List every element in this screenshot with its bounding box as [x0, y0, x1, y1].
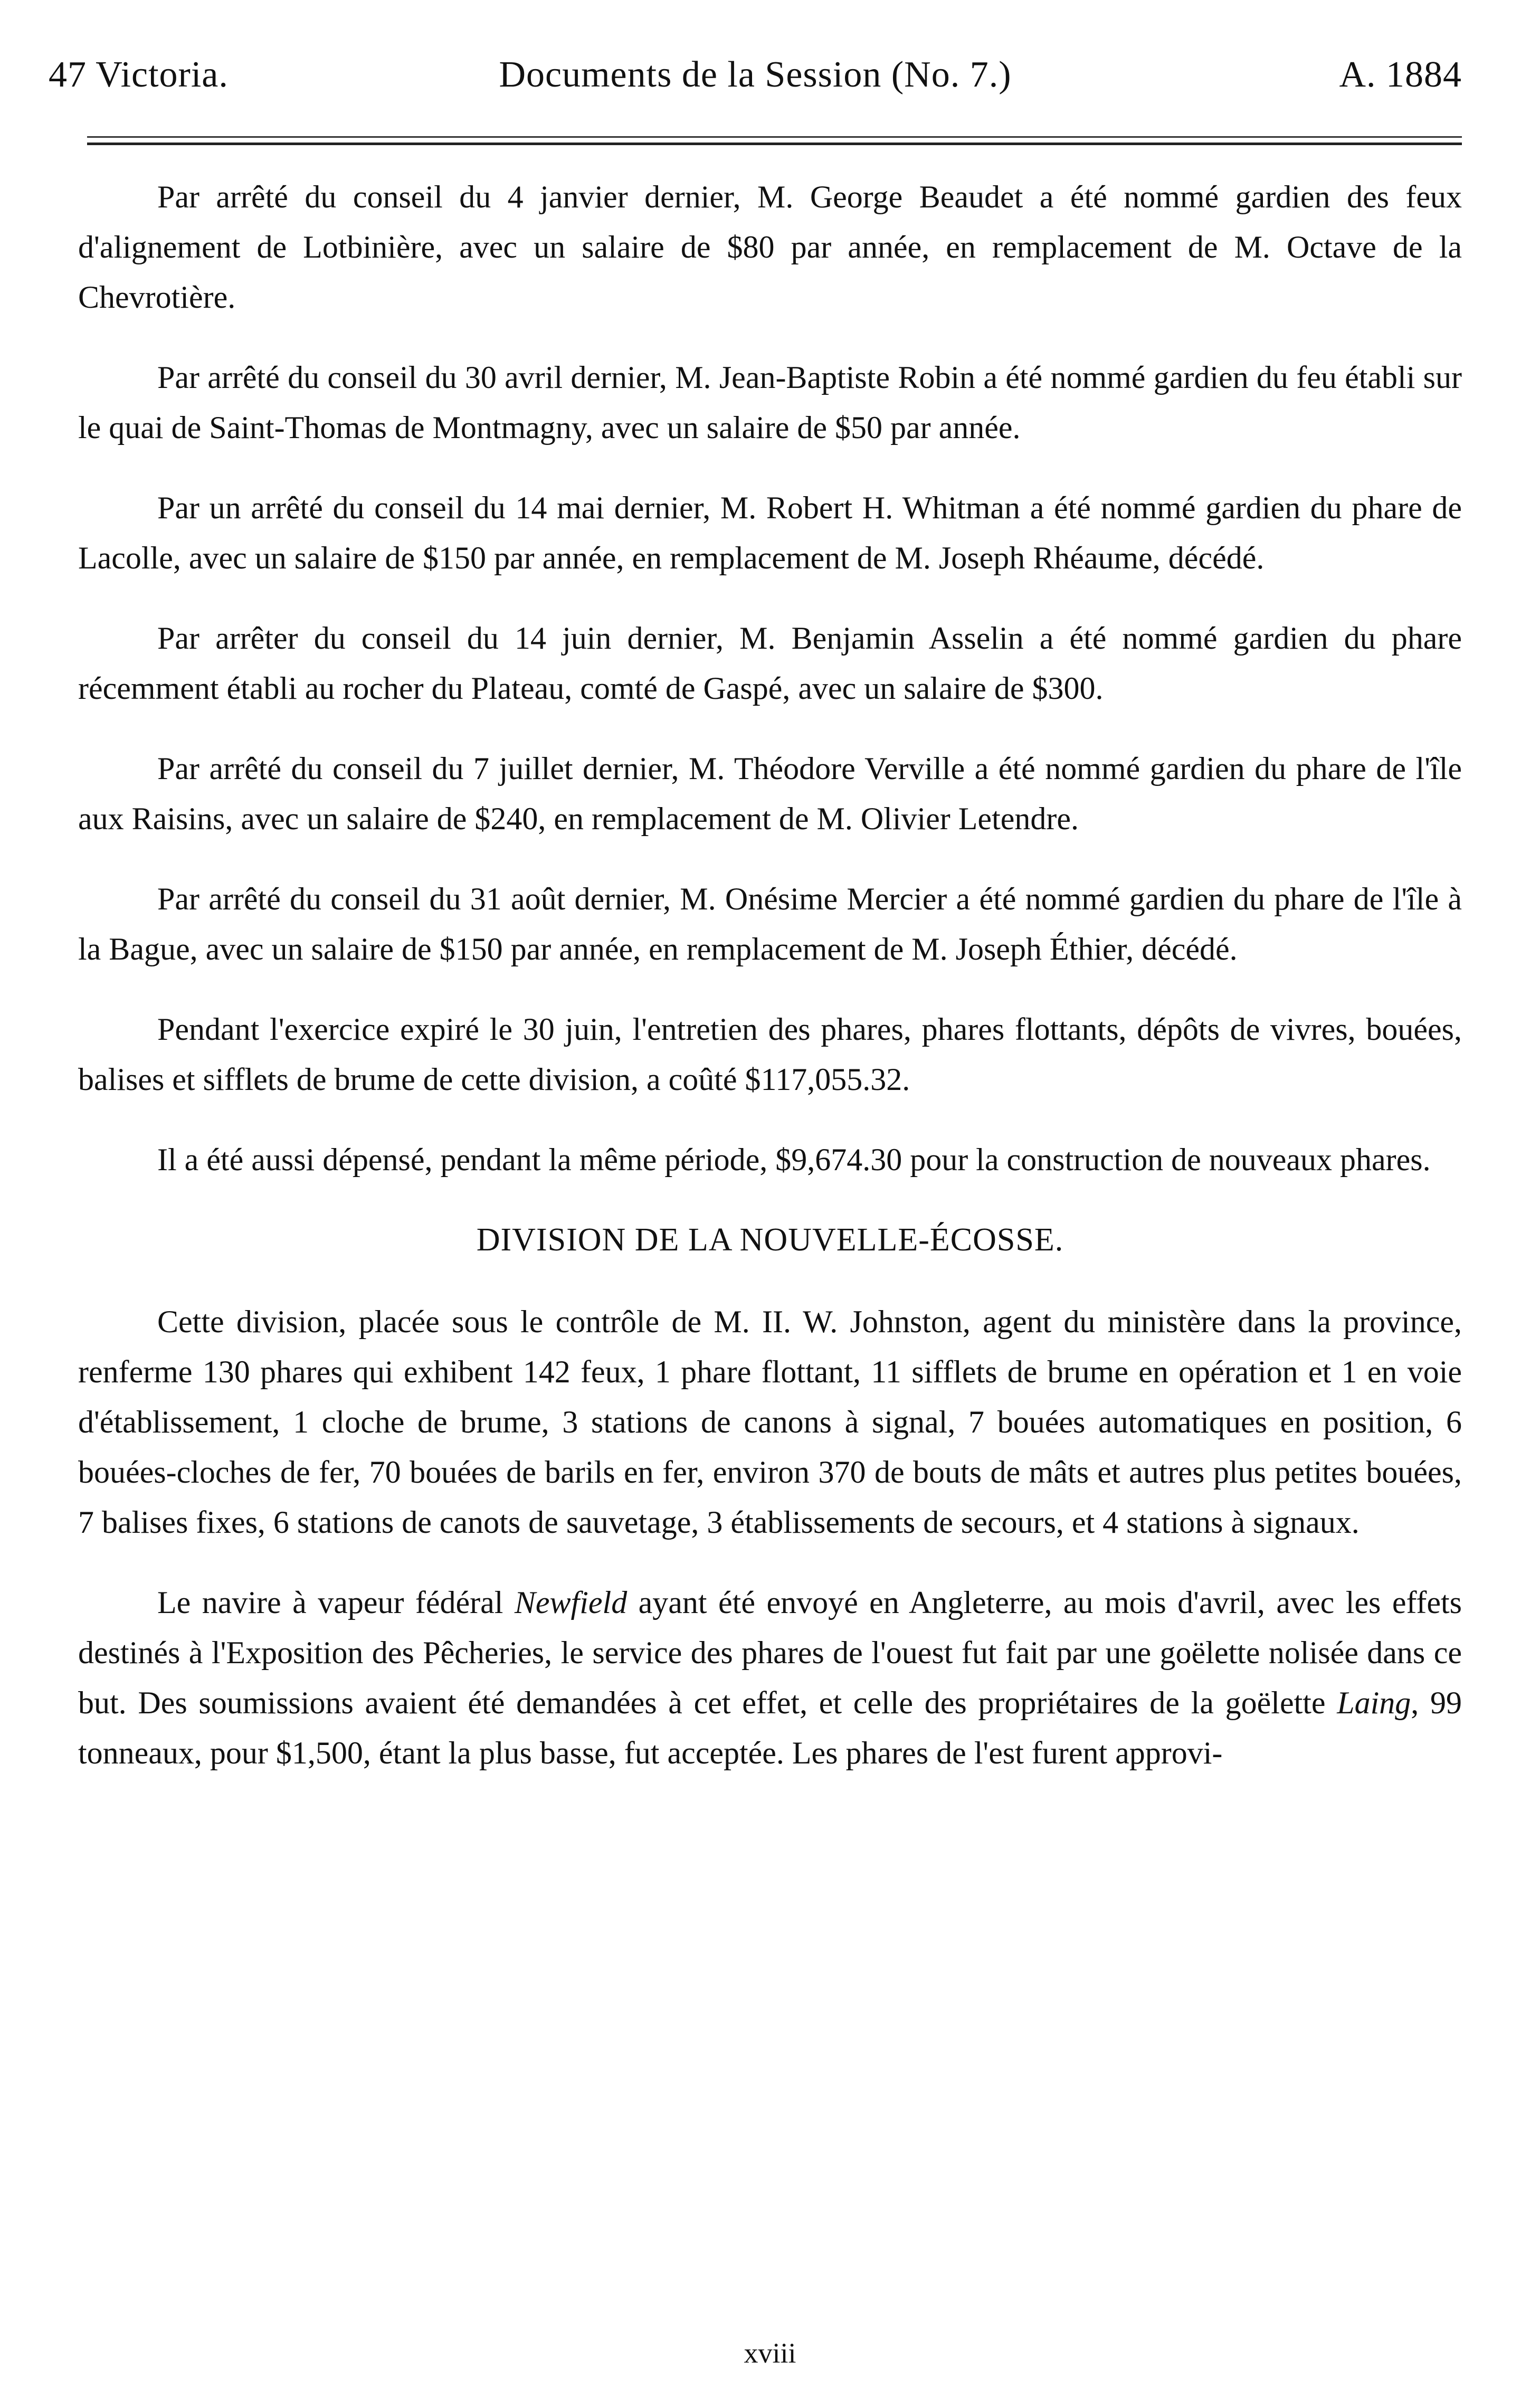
page-number: xviii — [744, 2337, 796, 2369]
header-volume: 47 Victoria. — [49, 54, 229, 95]
ship-name-newfield: Newfield — [514, 1585, 628, 1620]
paragraph-beaudet: Par arrêté du conseil du 4 janvier dernier, M. George Beaudet a été nommé gardien des feux d'alignement de Lotbinière, avec un salaire de $80 par année, en remplacement de M. Octave de la Chevrotière. — [78, 179, 1462, 315]
section-heading: DIVISION DE LA NOUVELLE-ÉCOSSE. — [476, 1222, 1064, 1258]
newfield-text-end: , 99 tonneaux, pour $1,500, étant la plus basse, fut acceptée. Les phares de l'est furent approvi- — [78, 1685, 1462, 1770]
ship-name-laing: Laing — [1337, 1685, 1411, 1720]
paragraph-verville: Par arrêté du conseil du 7 juillet dernier, M. Théodore Verville a été nommé gardien du phare de l'île aux Raisins, avec un salaire de $240, en remplacement de M. Olivier Letendre. — [78, 751, 1462, 836]
paragraph-expenses: Pendant l'exercice expiré le 30 juin, l'entretien des phares, phares flottants, dépôts de vivres, bouées, balises et sifflets de brume de cette division, a coûté $117,055.32. — [78, 1012, 1462, 1097]
paragraph-robin: Par arrêté du conseil du 30 avril dernier, M. Jean-Baptiste Robin a été nommé gardien du feu établi sur le quai de Saint-Thomas de Montmagny, avec un salaire de $50 par année. — [78, 360, 1462, 445]
paragraph-division-summary: Cette division, placée sous le contrôle de M. II. W. Johnston, agent du ministère dans la province, renferme 130 phares qui exhibent 142 feux, 1 phare flottant, 11 sifflets de brume en opération et 1 en voie d'établissement, 1 cloche de brume, 3 stations de canons à signal, 7 bouées automatiques en position, 6 bouées-cloches de fer, 70 bouées de barils en fer, environ 370 de bouts de mâts et autres plus petites bouées, 7 balises fixes, 6 stations de canots de sauvetage, 3 établissements de secours, et 4 stations à signaux. — [78, 1304, 1462, 1540]
newfield-text-middle: ayant été envoyé en Angleterre, au mois d'avril, avec les effets destinés à l'Exposition des Pêcheries, le service des phares de l'ouest fut fait par une goëlette nolisée dans ce but. Des soumissions avaient été demandées à cet effet, et celle des propriétaires de la goëlette — [78, 1585, 1462, 1720]
header-title: Documents de la Session (No. 7.) — [499, 54, 1012, 95]
paragraph-mercier: Par arrêté du conseil du 31 août dernier, M. Onésime Mercier a été nommé gardien du phare de l'île à la Bague, avec un salaire de $150 par année, en remplacement de M. Joseph Éthier, décédé. — [78, 881, 1462, 966]
header-rule-thick — [87, 143, 1462, 145]
newfield-text-start: Le navire à vapeur fédéral — [157, 1585, 515, 1620]
body-text — [78, 172, 1462, 1778]
paragraph-asselin: Par arrêter du conseil du 14 juin dernier, M. Benjamin Asselin a été nommé gardien du phare récemment établi au rocher du Plateau, comté de Gaspé, avec un salaire de $300. — [78, 621, 1462, 706]
paragraph-whitman: Par un arrêté du conseil du 14 mai dernier, M. Robert H. Whitman a été nommé gardien du phare de Lacolle, avec un salaire de $150 par année, en remplacement de M. Joseph Rhéaume, décédé. — [78, 490, 1462, 575]
header-rule-thin — [87, 136, 1462, 138]
paragraph-newfield — [78, 1578, 1462, 1778]
header-year: A. 1884 — [1339, 54, 1462, 95]
paragraph-construction: Il a été aussi dépensé, pendant la même période, $9,674.30 pour la construction de nouveaux phares. — [157, 1142, 1431, 1177]
running-header — [49, 43, 1462, 107]
